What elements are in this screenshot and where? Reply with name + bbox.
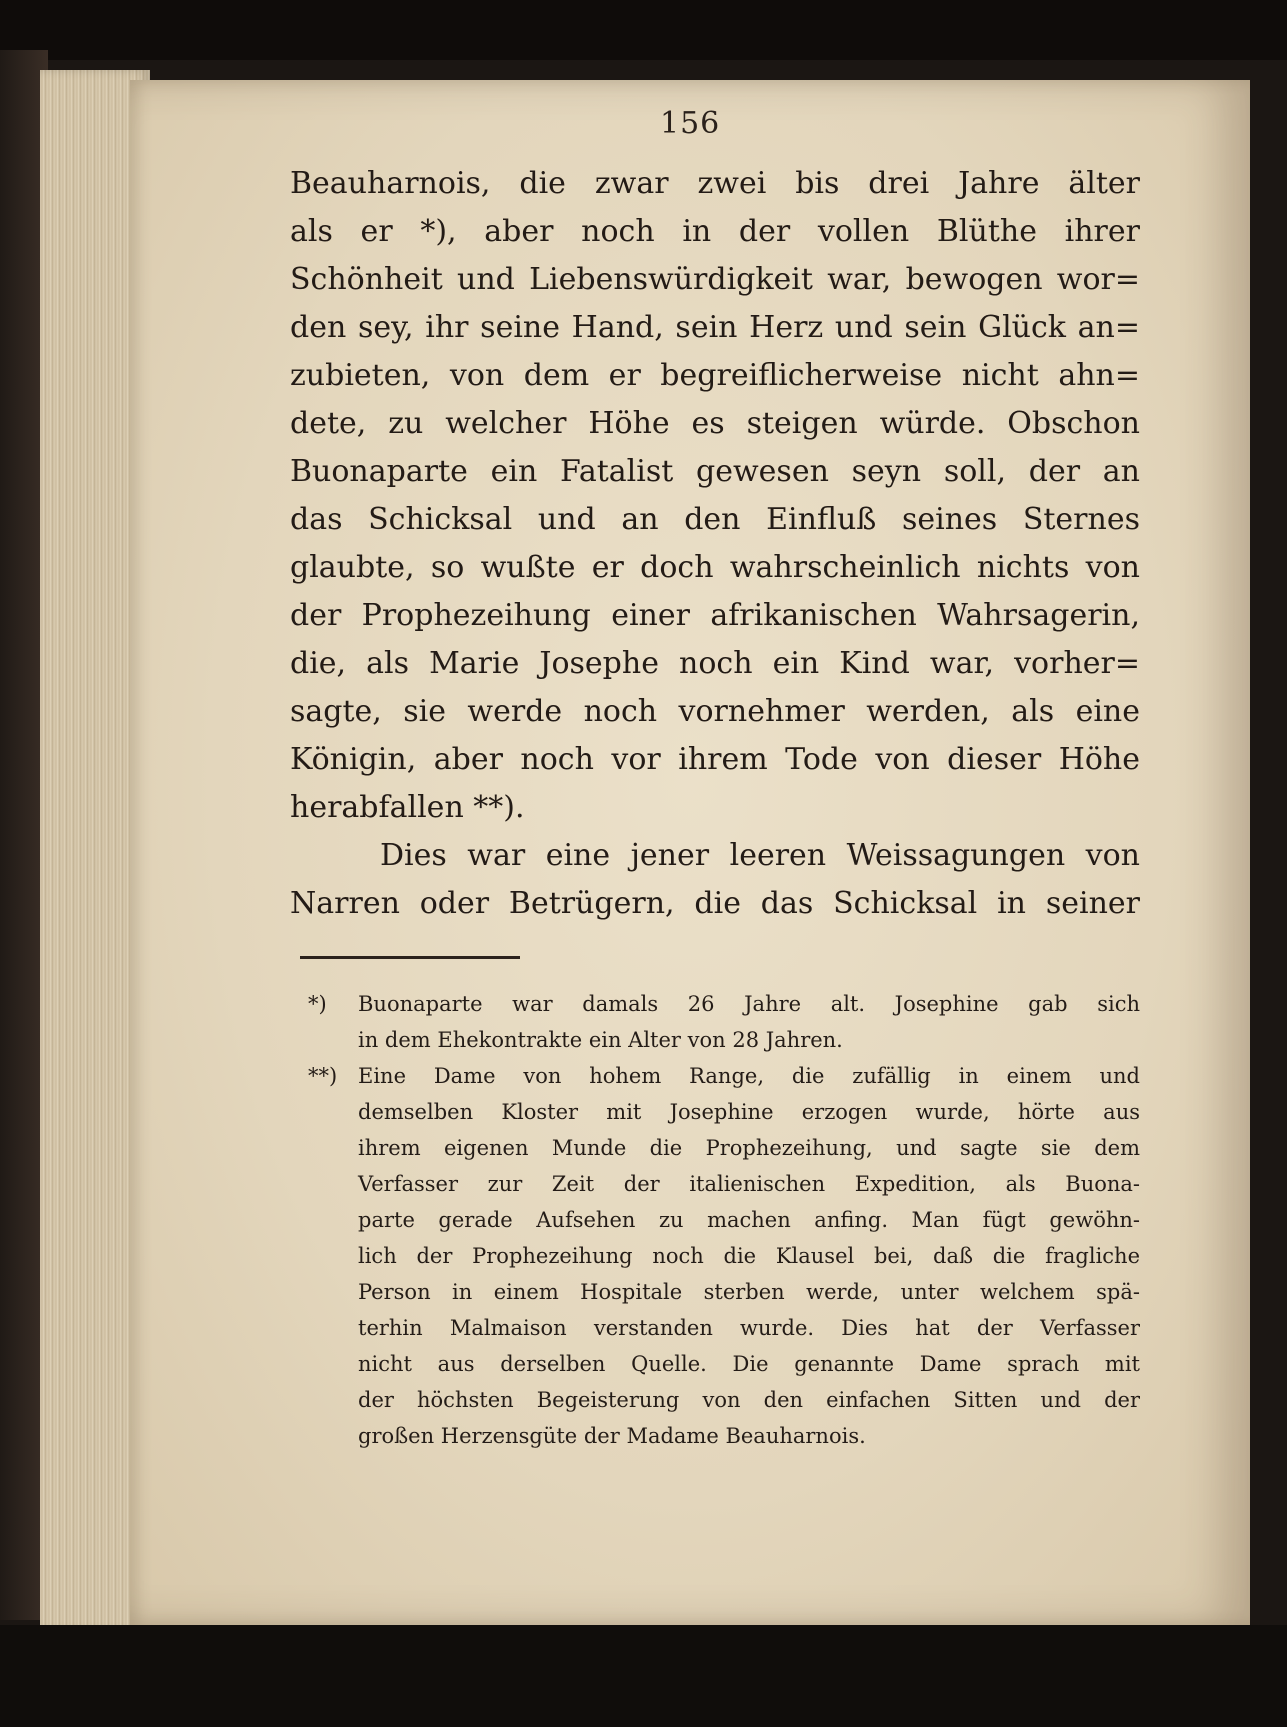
footnote-line: ihrem eigenen Munde die Prophezeihung, und sagte sie dem — [358, 1136, 1140, 1160]
body-line: glaubte, so wußte er doch wahrscheinlich nichts von — [290, 550, 1140, 585]
footnotes — [308, 986, 1140, 1454]
footnote-line: demselben Kloster mit Josephine erzogen wurde, hörte aus — [358, 1100, 1140, 1124]
footnote-text: Eine Dame von hohem Range, die zufällig in einem und — [358, 1064, 1140, 1088]
body-line: dete, zu welcher Höhe es steigen würde. Obschon — [290, 406, 1140, 441]
footnote-line: Person in einem Hospitale sterben werde, unter welchem spä- — [358, 1280, 1140, 1304]
body-line: Beauharnois, die zwar zwei bis drei Jahre älter — [290, 166, 1140, 201]
body-line: Königin, aber noch vor ihrem Tode von dieser Höhe — [290, 742, 1140, 777]
footnote-divider — [300, 956, 520, 959]
footnote-line: großen Herzensgüte der Madame Beauharnois. — [358, 1424, 866, 1448]
body-line: als er *), aber noch in der vollen Blüthe ihrer — [290, 214, 1140, 249]
body-line: Dies war eine jener leeren Weissagungen von — [380, 838, 1140, 873]
footnote-line: in dem Ehekontrakte ein Alter von 28 Jahren. — [358, 1028, 843, 1052]
scan-background-bottom — [0, 1625, 1287, 1727]
footnote-line: lich der Prophezeihung noch die Klausel bei, daß die fragliche — [358, 1244, 1140, 1268]
body-line: Buonaparte ein Fatalist gewesen seyn soll, der an — [290, 454, 1140, 489]
footnote-marker: *) — [308, 992, 327, 1016]
body-text — [290, 160, 1140, 928]
body-line: das Schicksal und an den Einfluß seines Sternes — [290, 502, 1140, 537]
footnote-line: der höchsten Begeisterung von den einfachen Sitten und der — [358, 1388, 1140, 1412]
footnote-line: Verfasser zur Zeit der italienischen Expedition, als Buona- — [358, 1172, 1140, 1196]
body-line: Narren oder Betrügern, die das Schicksal in seiner — [290, 886, 1140, 921]
footnote-line: nicht aus derselben Quelle. Die genannte Dame sprach mit — [358, 1352, 1140, 1376]
body-line: zubieten, von dem er begreiflicherweise nicht ahn= — [290, 358, 1140, 393]
footnote-text: Buonaparte war damals 26 Jahre alt. Josephine gab sich — [358, 992, 1140, 1016]
footnote-marker: **) — [308, 1064, 338, 1088]
footnote-line: parte gerade Aufsehen zu machen anfing. Man fügt gewöhn- — [358, 1208, 1140, 1232]
footnote-line — [308, 1058, 1140, 1094]
body-line: sagte, sie werde noch vornehmer werden, als eine — [290, 694, 1140, 729]
body-line: Schönheit und Liebenswürdigkeit war, bewogen wor= — [290, 262, 1140, 297]
body-line: den sey, ihr seine Hand, sein Herz und sein Glück an= — [290, 310, 1140, 345]
footnote-line — [308, 986, 1140, 1022]
body-line: die, als Marie Josephe noch ein Kind war, vorher= — [290, 646, 1140, 681]
page-number: 156 — [660, 106, 721, 141]
body-line: herabfallen **). — [290, 790, 525, 825]
scan-background-top — [0, 0, 1287, 60]
body-line: der Prophezeihung einer afrikanischen Wahrsagerin, — [290, 598, 1140, 633]
footnote-line: terhin Malmaison verstanden wurde. Dies hat der Verfasser — [358, 1316, 1140, 1340]
